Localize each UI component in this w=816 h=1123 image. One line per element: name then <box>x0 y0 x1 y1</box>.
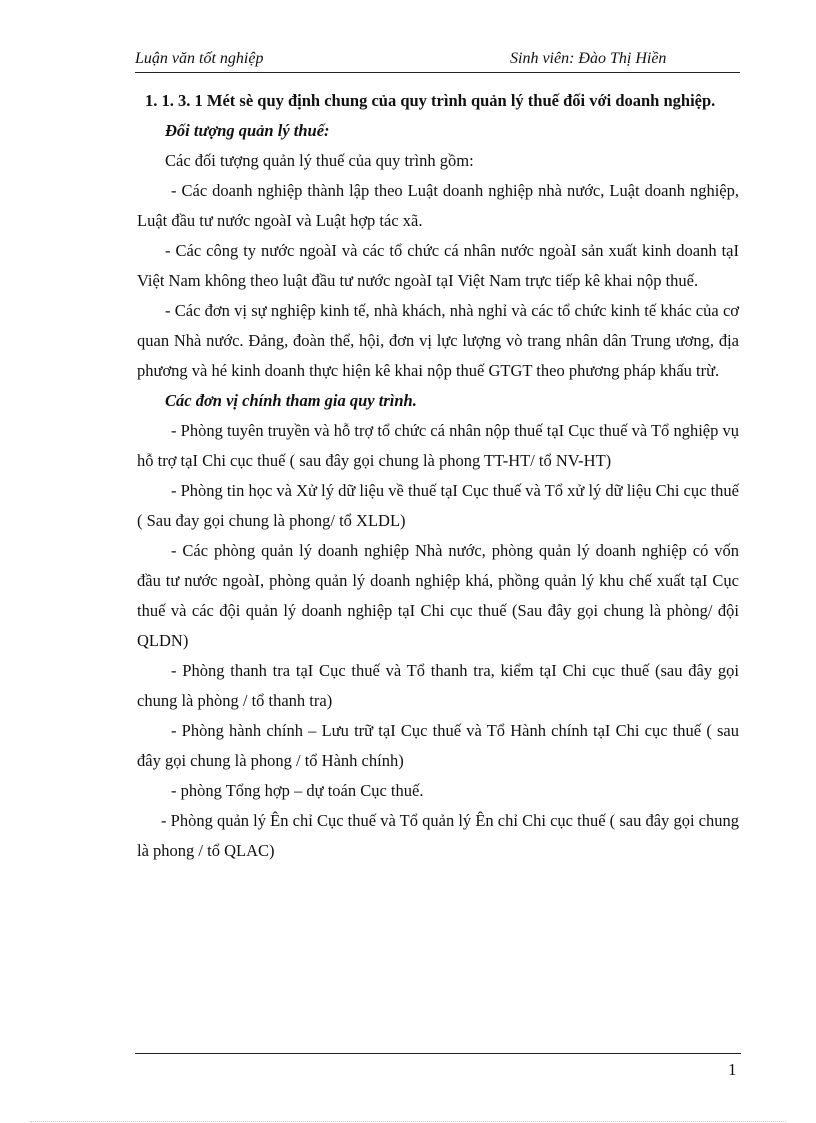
subject-item: - Các đơn vị sự nghiệp kinh tế, nhà khách, nhà nghỉ và các tổ chức kinh tế khác của cơ quan Nhà nước. Đảng, đoàn thể, hội, đơn vị lực lượng vò trang nhân dân Trung ương, địa phương và hé kinh doanh thực hiện kê khai nộp thuế GTGT theo phương pháp khấu trừ. <box>137 301 739 380</box>
page-number: 1 <box>728 1060 737 1079</box>
unit-item: - Phòng tuyên truyền và hỗ trợ tổ chức cá nhân nộp thuế tạI Cục thuế và Tổ nghiệp vụ hỗ trợ tạI Chi cục thuế ( sau đây gọi chung là phong TT-HT/ tổ NV-HT) <box>137 421 739 470</box>
unit-item: - phòng Tổng hợp – dự toán Cục thuế. <box>171 781 424 800</box>
unit-item: - Phòng quản lý Ên chỉ Cục thuế và Tổ quản lý Ên chỉ Chi cục thuế ( sau đây gọi chung là phong / tổ QLAC) <box>137 811 739 860</box>
section-heading: 1. 1. 3. 1 Mét sè quy định chung của quy trình quản lý thuế đối với doanh nghiệp. <box>145 91 716 110</box>
unit-item: - Phòng thanh tra tạI Cục thuế và Tổ thanh tra, kiểm tạI Chi cục thuế (sau đây gọi chung là phòng / tổ thanh tra) <box>137 661 739 710</box>
footer-divider <box>135 1053 741 1054</box>
subject-intro: Các đối tượng quản lý thuế của quy trình gồm: <box>165 151 474 170</box>
page-header <box>135 50 740 73</box>
unit-item: - Phòng tin học và Xử lý dữ liệu về thuế tạI Cục thuế và Tổ xử lý dữ liệu Chi cục thuế ( Sau đay gọi chung là phong/ tổ XLDL) <box>137 481 739 530</box>
subject-item: - Các doanh nghiệp thành lập theo Luật doanh nghiệp nhà nước, Luật doanh nghiệp, Luật đầu tư nước ngoàI và Luật hợp tác xã. <box>137 181 739 230</box>
unit-item: - Các phòng quản lý doanh nghiệp Nhà nước, phòng quản lý doanh nghiệp có vốn đầu tư nước ngoàI, phòng quản lý doanh nghiệp khá, phồng quản lý khu chế xuất tạI Cục thuế và các đội quản lý doanh nghiệp tạI Chi cục thuế (Sau đây gọi chung là phòng/ đội QLDN) <box>137 541 739 650</box>
subject-title: Đối tượng quản lý thuế: <box>165 121 330 140</box>
header-author: Sinh viên: Đào Thị Hiền <box>510 50 667 67</box>
header-title: Luận văn tốt nghiệp <box>135 50 264 67</box>
subject-item: - Các công ty nước ngoàI và các tổ chức cá nhân nước ngoàI sản xuất kinh doanh tạI Việt Nam không theo luật đầu tư nước ngoàI tạI Việt Nam trực tiếp kê khai nộp thuế. <box>137 241 739 290</box>
document-body <box>137 86 739 866</box>
page-edge <box>30 1121 786 1122</box>
unit-item: - Phòng hành chính – Lưu trữ tạI Cục thuế và Tổ Hành chính tạI Chi cục thuế ( sau đây gọi chung là phong / tổ Hành chính) <box>137 721 739 770</box>
units-title: Các đơn vị chính tham gia quy trình. <box>165 391 417 410</box>
